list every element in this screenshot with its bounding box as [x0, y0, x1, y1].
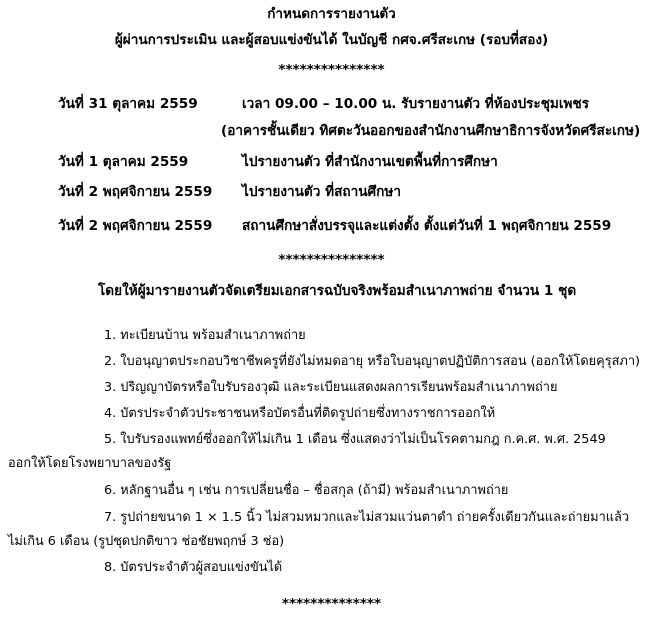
- schedule-detail: สถานศึกษาสั่งบรรจุและแต่งตั้ง ตั้งแต่วันที่ 1 พฤศจิกายน 2559: [242, 218, 612, 234]
- schedule-date: วันที่ 2 พฤศจิกายน 2559: [58, 184, 213, 200]
- document-item: 3. ปริญญาบัตรหรือใบรับรองวุฒิ และระเบียนแสดงผลการเรียนพร้อมสำเนาภาพถ่าย: [104, 380, 558, 395]
- schedule-detail: ไปรายงานตัว ที่สำนักงานเขตพื้นที่การศึกษา: [242, 154, 498, 170]
- document-item-continuation: ออกให้โดยโรงพยาบาลของรัฐ: [8, 456, 172, 471]
- document-item: 6. หลักฐานอื่น ๆ เช่น การเปลี่ยนชื่อ – ชื่อสกุล (ถ้ามี) พร้อมสำเนาภาพถ่าย: [104, 483, 509, 498]
- schedule-date: วันที่ 31 ตุลาคม 2559: [58, 96, 198, 112]
- separator: ***************: [278, 252, 385, 268]
- instruction-text: โดยให้ผู้มารายงานตัวจัดเตรียมเอกสารฉบับจริงพร้อมสำเนาภาพถ่าย จำนวน 1 ชุด: [98, 283, 577, 299]
- schedule-date: วันที่ 1 ตุลาคม 2559: [58, 154, 189, 170]
- document-item: 8. บัตรประจำตัวผู้สอบแข่งขันได้: [104, 560, 283, 575]
- schedule-row: [0, 154, 663, 172]
- document-subtitle: ผู้ผ่านการประเมิน และผู้สอบแข่งขันได้ ในบัญชี กศจ.ศรีสะเกษ (รอบที่สอง): [114, 32, 549, 48]
- document-item: 5. ใบรับรองแพทย์ซึ่งออกให้ไม่เกิน 1 เดือน ซึ่งแสดงว่าไม่เป็นโรคตามกฎ ก.ค.ศ. พ.ศ. 2549: [104, 432, 606, 447]
- separator: ***************: [278, 62, 385, 78]
- document-item: 1. ทะเบียนบ้าน พร้อมสำเนาภาพถ่าย: [104, 328, 306, 343]
- schedule-row: [0, 184, 663, 202]
- schedule-date: วันที่ 2 พฤศจิกายน 2559: [58, 218, 213, 234]
- schedule-detail: ไปรายงานตัว ที่สถานศึกษา: [242, 184, 401, 200]
- schedule-row: [0, 218, 663, 236]
- separator: **************: [281, 596, 382, 612]
- schedule-row: [0, 96, 663, 114]
- schedule-note: (อาคารชั้นเดียว ทิศตะวันออกของสำนักงานศึกษาธิการจังหวัดศรีสะเกษ): [221, 123, 641, 139]
- document-item: 2. ใบอนุญาตประกอบวิชาชีพครูที่ยังไม่หมดอายุ หรือใบอนุญาตปฏิบัติการสอน (ออกให้โดยคุรุสภา): [104, 354, 640, 369]
- document-item: 7. รูปถ่ายขนาด 1 × 1.5 นิ้ว ไม่สวมหมวกและไม่สวมแว่นตาดำ ถ่ายครั้งเดียวกันและถ่ายมาแล้ว: [104, 510, 630, 525]
- schedule-detail: เวลา 09.00 – 10.00 น. รับรายงานตัว ที่ห้องประชุมเพชร: [242, 96, 590, 112]
- document-item: 4. บัตรประจำตัวประชาชนหรือบัตรอื่นที่ติดรูปถ่ายซึ่งทางราชการออกให้: [104, 406, 496, 421]
- document-item-continuation: ไม่เกิน 6 เดือน (รูปชุดปกติขาว ช่อชัยพฤกษ์ 3 ช่อ): [8, 534, 285, 549]
- document-title: กำหนดการรายงานตัว: [267, 6, 396, 22]
